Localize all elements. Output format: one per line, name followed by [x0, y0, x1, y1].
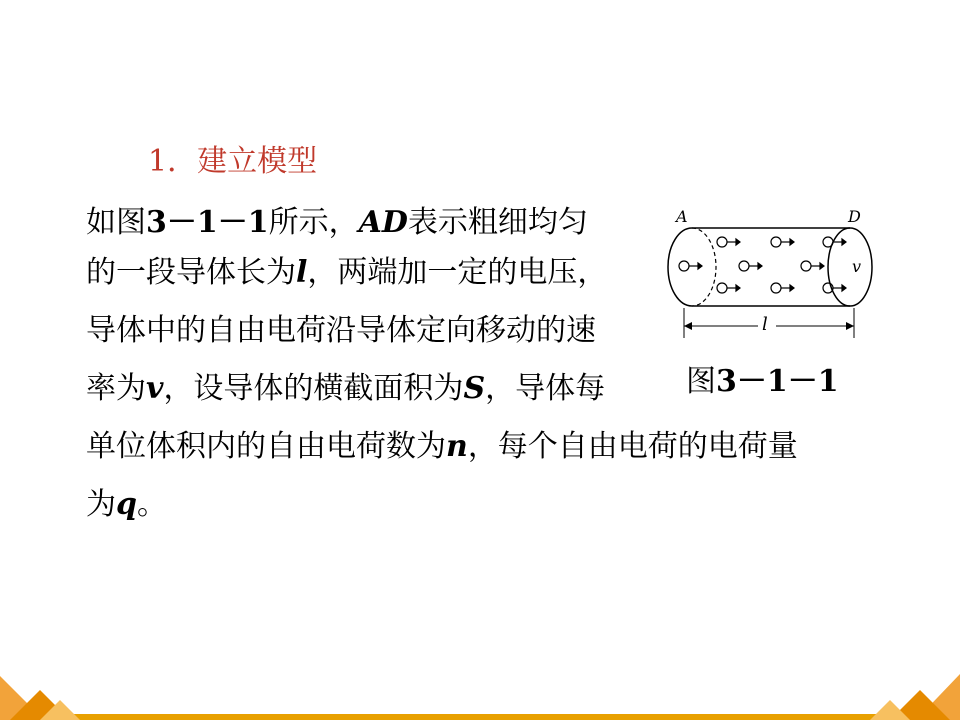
label-d: D [848, 207, 861, 226]
paragraph-line-3: 导体中的自由电荷沿导体定向移动的速 [86, 313, 596, 348]
paragraph-line-4 [86, 362, 605, 416]
text: ，设导体的横截面积为 [163, 371, 464, 406]
text: ，导体每 [485, 371, 606, 406]
text: 如图 [86, 205, 146, 240]
text: 表示粗细均匀 [407, 205, 588, 240]
dim-arrow-left [684, 322, 692, 330]
caption-prefix: 图 [686, 364, 716, 399]
text: 所示， [268, 205, 359, 240]
figure-ref: 3－1－1 [146, 205, 269, 240]
text: ，每个自由电荷的电荷量 [467, 429, 798, 464]
label-v: v [852, 257, 862, 276]
caption-number: 3－1－1 [716, 364, 839, 399]
figure-caption [686, 356, 839, 400]
corner-ornament-left [0, 670, 100, 720]
text: 。 [136, 487, 167, 522]
section-heading: 1．建立模型 [148, 144, 318, 179]
paragraph-line-6 [86, 478, 167, 532]
symbol-l: l [296, 255, 308, 290]
symbol-s: S [463, 371, 486, 406]
symbol-ad: AD [358, 205, 408, 240]
symbol-v: v [146, 371, 164, 406]
dim-arrow-right [846, 322, 854, 330]
label-l: l [762, 314, 768, 335]
text: 单位体积内的自由电荷数为 [86, 429, 446, 464]
text: ，两端加一定的电压， [307, 255, 608, 290]
text: 的一段导体长为 [86, 255, 296, 290]
label-a: A [676, 207, 688, 226]
charges [679, 237, 846, 293]
symbol-q: q [116, 487, 137, 522]
paragraph-line-2 [86, 246, 607, 300]
left-end-back [692, 228, 716, 306]
corner-ornament-right [850, 670, 960, 720]
paragraph-line-5 [86, 420, 798, 474]
paragraph-line-1 [86, 196, 588, 250]
right-end [828, 228, 872, 306]
text: 为 [86, 487, 116, 522]
text: 率为 [86, 371, 146, 406]
conductor-diagram [658, 200, 878, 340]
symbol-n: n [446, 429, 468, 464]
bottom-accent-bar [0, 714, 960, 720]
